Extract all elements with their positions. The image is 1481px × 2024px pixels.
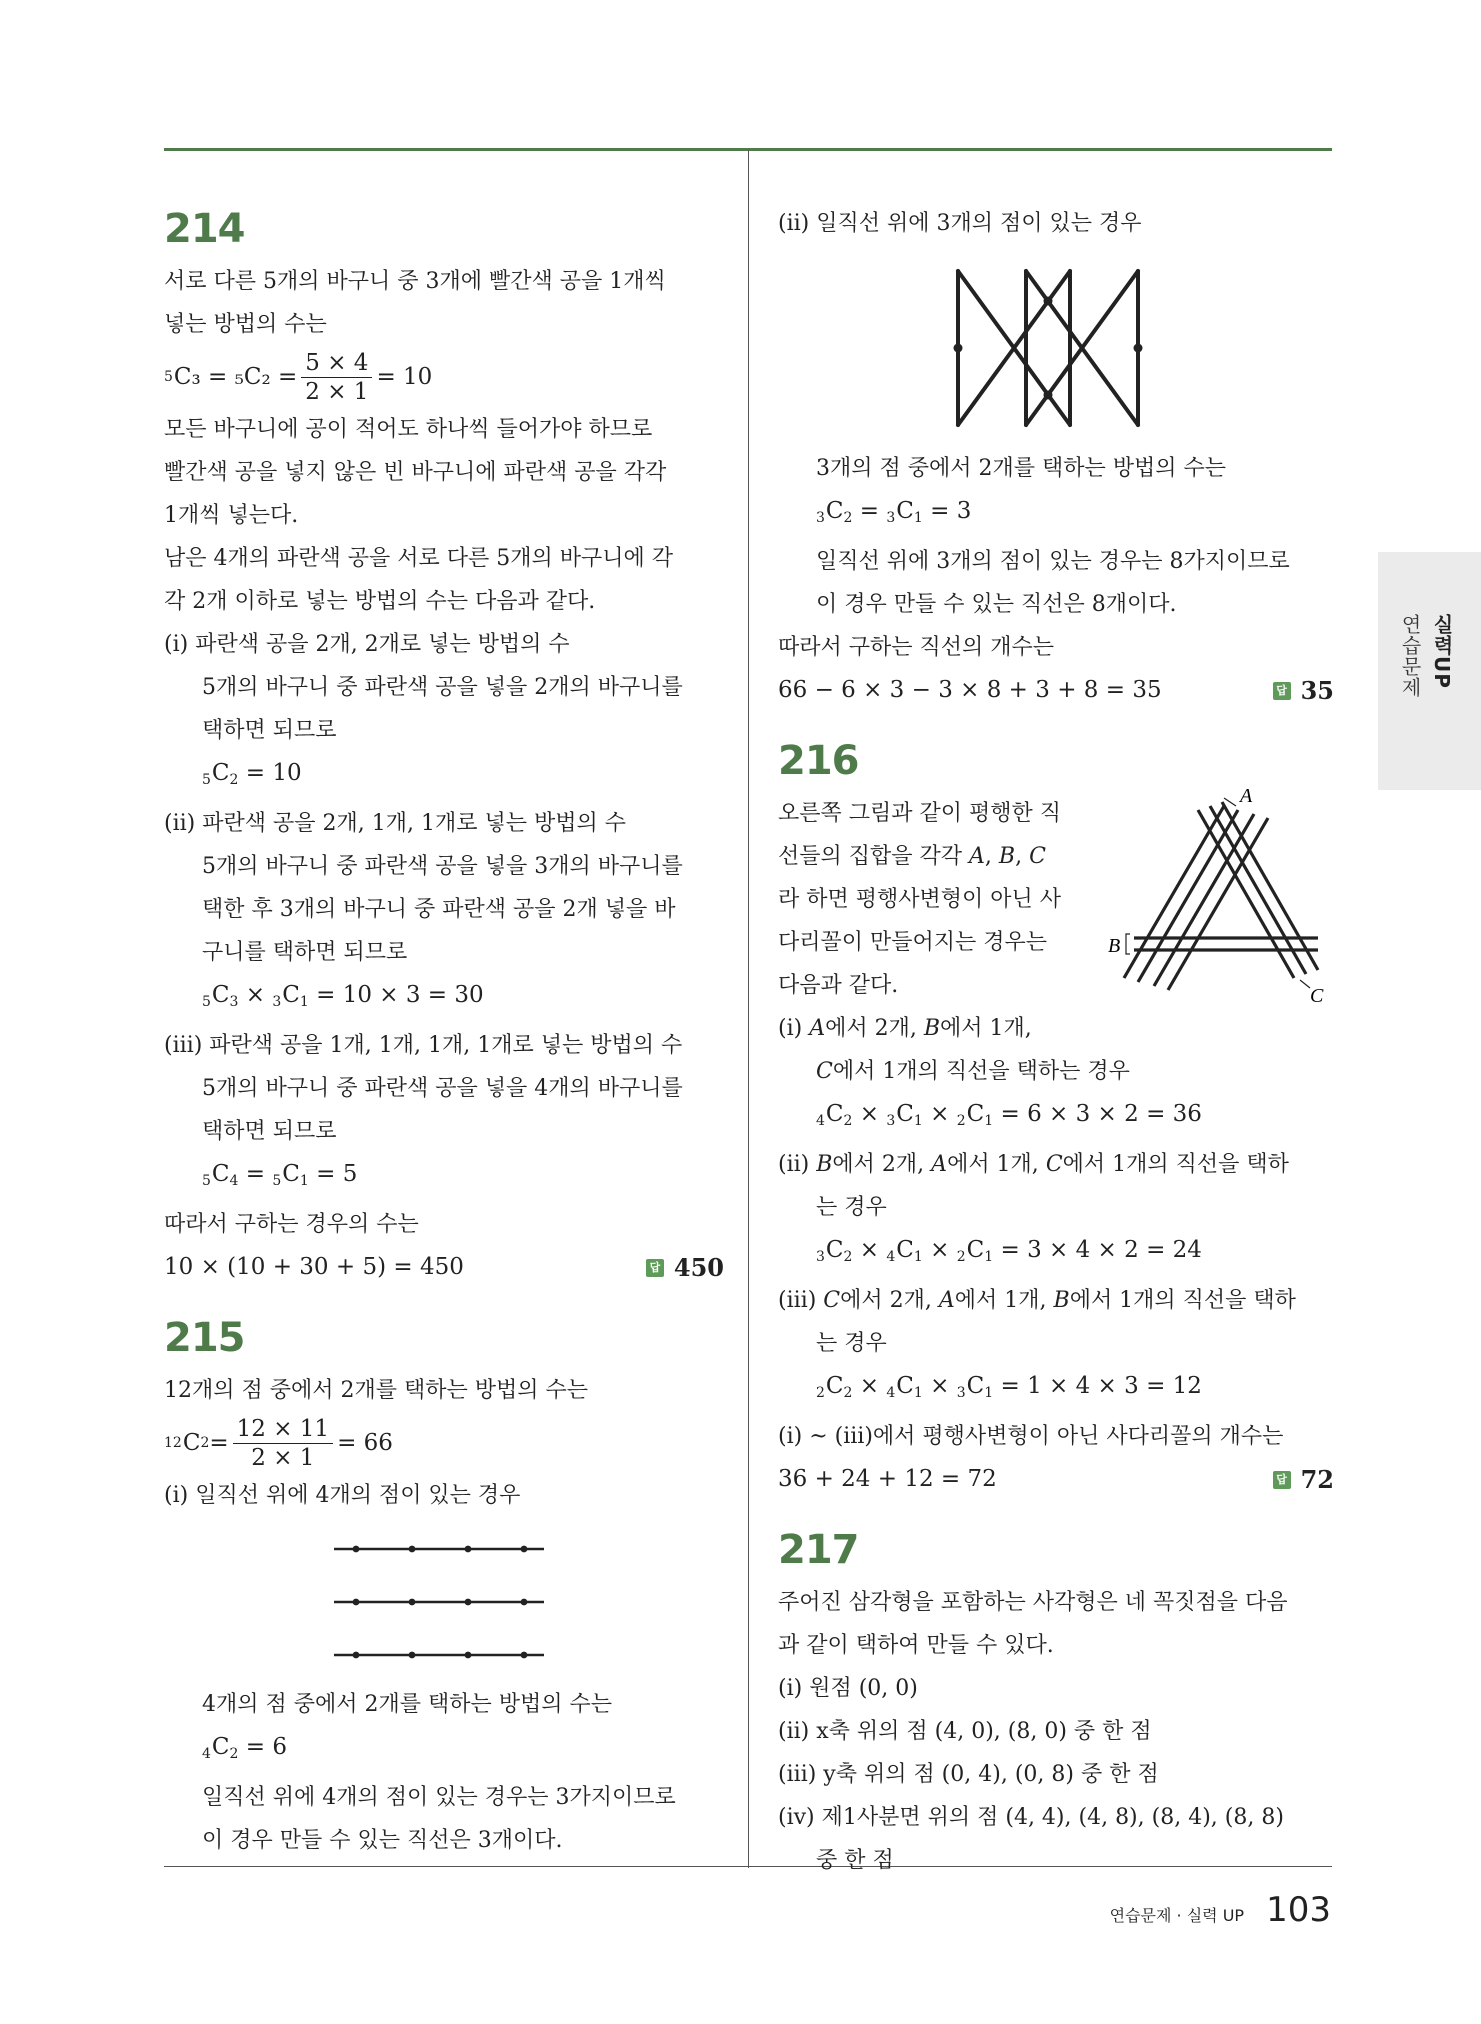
formula: $5C_3 \times 3C_1 = 10 \times 3 = 30$ [202, 982, 484, 1010]
formula: 5 C₃ = ₅C₂ = $\frac{5 \times 4}{2 \times 1}$ = 10 [164, 349, 433, 405]
text-line: 4개의 점 중에서 2개를 택하는 방법의 수는 [202, 1692, 612, 1717]
case-heading: (ⅱ) 일직선 위에 3개의 점이 있는 경우 [778, 211, 1142, 236]
text-line: 따라서 구하는 경우의 수는 [164, 1212, 419, 1237]
text-line: 는 경우 [816, 1195, 887, 1220]
problem-number-217: 217 [778, 1527, 859, 1573]
case-heading: (ⅱ) 파란색 공을 2개, 1개, 1개로 넣는 방법의 수 [164, 811, 626, 836]
text-line: 넣는 방법의 수는 [164, 312, 327, 337]
case-item: (ⅰ) 원점 (0, 0) [778, 1676, 918, 1701]
text-line: 빨간색 공을 넣지 않은 빈 바구니에 파란색 공을 각각 [164, 460, 667, 485]
label-c: C [1310, 985, 1324, 1007]
dot-lines-figure [334, 1527, 554, 1677]
side-tab-subtitle: 연습문제 [1398, 614, 1422, 698]
text-line: 는 경우 [816, 1331, 887, 1356]
text-line: 일직선 위에 4개의 점이 있는 경우는 3가지이므로 [202, 1785, 676, 1810]
text-line: 오른쪽 그림과 같이 평행한 직 [778, 801, 1061, 826]
formula: 12 C 2 = $\frac{12 \times 11}{2 \times 1}$ = 66 [164, 1415, 393, 1471]
left-column [164, 190, 724, 1862]
formula: $3C_2 = 3C_1 = 3$ [816, 498, 972, 526]
text-line: 각 2개 이하로 넣는 방법의 수는 다음과 같다. [164, 589, 596, 614]
text-line: C에서 1개의 직선을 택하는 경우 [816, 1059, 1130, 1084]
answer: 답 450 [646, 1246, 724, 1289]
final-row: 36 + 24 + 12 = 72 답 72 [778, 1458, 1334, 1501]
page-footer [1110, 1890, 1331, 1930]
formula: $3C_2 \times 4C_1 \times 2C_1 = 3 \times 4 \times 2 = 24$ [816, 1237, 1202, 1265]
text-line: 과 같이 택하여 만들 수 있다. [778, 1633, 1054, 1658]
side-tab-title: 실력UP [1430, 614, 1454, 689]
text-line: 서로 다른 5개의 바구니 중 3개에 빨간색 공을 1개씩 [164, 269, 666, 294]
text-line: 5개의 바구니 중 파란색 공을 넣을 4개의 바구니를 [202, 1076, 683, 1101]
answer-icon: 답 [646, 1259, 664, 1277]
footer-section-label: 연습문제 · 실력 UP [1109, 1906, 1245, 1925]
answer-icon: 답 [1273, 1471, 1291, 1489]
formula: $2C_2 \times 4C_1 \times 3C_1 = 1 \times 4 \times 3 = 12$ [816, 1373, 1202, 1401]
text-line: 중 한 점 [816, 1848, 894, 1873]
side-section-tab [1378, 552, 1481, 790]
case-item: (ⅱ) x축 위의 점 (4, 0), (8, 0) 중 한 점 [778, 1719, 1152, 1744]
problem-number-214: 214 [164, 206, 245, 252]
label-b: B [1108, 935, 1121, 957]
text-line: 택하면 되므로 [202, 718, 337, 743]
final-row: 10 × (10 + 30 + 5) = 450 답 450 [164, 1246, 724, 1289]
text-line: 모든 바구니에 공이 적어도 하나씩 들어가야 하므로 [164, 417, 653, 442]
text-line: 3개의 점 중에서 2개를 택하는 방법의 수는 [816, 456, 1226, 481]
text-line: 이 경우 만들 수 있는 직선은 3개이다. [202, 1828, 563, 1853]
case-heading: (ⅰ) 파란색 공을 2개, 2개로 넣는 방법의 수 [164, 632, 570, 657]
formula: $5C_4 = 5C_1 = 5$ [202, 1161, 358, 1189]
text-line: 12개의 점 중에서 2개를 택하는 방법의 수는 [164, 1378, 588, 1403]
text-line: 구니를 택하면 되므로 [202, 940, 408, 965]
text-line: (ⅰ) ~ (ⅲ)에서 평행사변형이 아닌 사다리꼴의 개수는 [778, 1424, 1284, 1449]
case-item: (ⅲ) y축 위의 점 (0, 4), (0, 8) 중 한 점 [778, 1762, 1159, 1787]
text-line: 다리꼴이 만들어지는 경우는 [778, 930, 1048, 955]
text-line: 5개의 바구니 중 파란색 공을 넣을 2개의 바구니를 [202, 675, 683, 700]
case-heading: (ⅰ) A에서 2개, B에서 1개, [778, 1016, 1032, 1041]
right-column [778, 190, 1334, 1882]
text-line: 택한 후 3개의 바구니 중 파란색 공을 2개 넣을 바 [202, 897, 676, 922]
parallel-lines-figure [1104, 788, 1334, 1018]
text-line: 다음과 같다. [778, 973, 899, 998]
problem-number-215: 215 [164, 1315, 245, 1361]
text-line: 선들의 집합을 각각 A, B, C [778, 844, 1046, 869]
problem-number-216: 216 [778, 738, 859, 784]
text-line: 1개씩 넣는다. [164, 503, 299, 528]
label-a: A [1240, 788, 1253, 807]
problem-216-intro [778, 788, 1334, 1007]
text-line: 일직선 위에 3개의 점이 있는 경우는 8가지이므로 [816, 549, 1290, 574]
text-line: 이 경우 만들 수 있는 직선은 8개이다. [816, 592, 1177, 617]
answer-icon: 답 [1273, 682, 1291, 700]
final-row: 66 − 6 × 3 − 3 × 8 + 3 + 8 = 35 답 35 [778, 669, 1334, 712]
answer: 답 35 [1273, 669, 1334, 712]
formula: $4C_2 \times 3C_1 \times 2C_1 = 6 \times 3 \times 2 = 36$ [816, 1101, 1202, 1129]
case-heading: (ⅲ) 파란색 공을 1개, 1개, 1개, 1개로 넣는 방법의 수 [164, 1033, 683, 1058]
text-line: 택하면 되므로 [202, 1119, 337, 1144]
case-heading: (ⅲ) C에서 2개, A에서 1개, B에서 1개의 직선을 택하 [778, 1288, 1296, 1313]
text-line: 남은 4개의 파란색 공을 서로 다른 5개의 바구니에 각 [164, 546, 673, 571]
text-line: 라 하면 평행사변형이 아닌 사 [778, 887, 1061, 912]
formula: $5C_2 = 10$ [202, 760, 302, 788]
text-line: 5개의 바구니 중 파란색 공을 넣을 3개의 바구니를 [202, 854, 683, 879]
text-line: 주어진 삼각형을 포함하는 사각형은 네 꼭짓점을 다음 [778, 1590, 1288, 1615]
text-line: 따라서 구하는 직선의 개수는 [778, 635, 1055, 660]
crossing-lines-figure [938, 263, 1158, 433]
case-item: (ⅳ) 제1사분면 위의 점 (4, 4), (4, 8), (8, 4), (8, 8) [778, 1805, 1284, 1830]
formula: $4C_2 = 6$ [202, 1734, 287, 1762]
fraction: $\frac{5 \times 4}{2 \times 1}$ [301, 349, 372, 406]
column-divider [748, 150, 749, 1868]
case-heading: (ⅰ) 일직선 위에 4개의 점이 있는 경우 [164, 1483, 521, 1508]
fraction: $\frac{12 \times 11}{2 \times 1}$ [233, 1415, 333, 1472]
case-heading: (ⅱ) B에서 2개, A에서 1개, C에서 1개의 직선을 택하 [778, 1152, 1289, 1177]
answer: 답 72 [1273, 1458, 1334, 1501]
page-number: 103 [1266, 1890, 1331, 1930]
